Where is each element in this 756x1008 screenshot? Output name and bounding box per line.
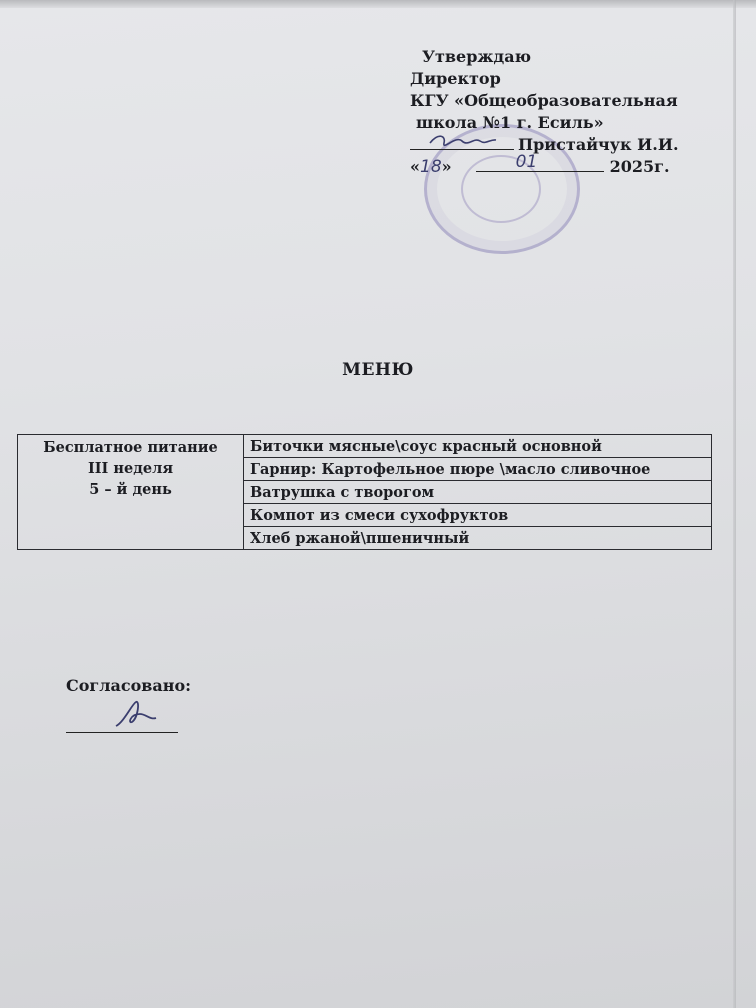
date-close-quote: » <box>441 157 452 176</box>
signer-name: Пристайчук И.И. <box>518 135 679 154</box>
menu-week-label: III неделя <box>87 460 174 477</box>
paper-top-edge <box>0 0 756 8</box>
approval-signature-row <box>410 134 679 156</box>
approval-organization: КГУ «Общеобразовательная <box>410 91 678 110</box>
signature-line <box>410 135 514 150</box>
approval-block <box>410 46 679 178</box>
table-row <box>18 435 712 458</box>
menu-category-cell <box>18 435 244 550</box>
menu-day-label: 5 – й день <box>89 481 172 498</box>
menu-table <box>17 434 712 550</box>
date-open-quote: « <box>410 157 420 176</box>
date-year: 2025г. <box>609 157 670 176</box>
paper-fold <box>733 0 736 1008</box>
date-day: 18 <box>420 157 442 177</box>
approval-date-row <box>410 152 679 178</box>
menu-category-label: Бесплатное питание <box>43 439 218 456</box>
agreed-signature-line <box>66 732 178 733</box>
menu-item: Компот из смеси сухофруктов <box>244 504 712 527</box>
approval-heading: Утверждаю <box>422 47 531 66</box>
date-month: 01 <box>515 152 538 172</box>
menu-item: Гарнир: Картофельное пюре \масло сливочное <box>244 458 712 481</box>
date-month-line <box>476 152 604 172</box>
menu-item: Ватрушка с творогом <box>244 481 712 504</box>
approval-position: Директор <box>410 69 501 88</box>
approval-school: школа №1 г. Есиль» <box>416 113 604 132</box>
menu-item: Хлеб ржаной\пшеничный <box>244 527 712 550</box>
menu-item: Биточки мясные\соус красный основной <box>244 435 712 458</box>
agreed-signature <box>110 696 160 732</box>
agreed-label: Согласовано: <box>66 676 192 695</box>
document-title: МЕНЮ <box>342 360 414 380</box>
director-signature <box>428 131 498 149</box>
